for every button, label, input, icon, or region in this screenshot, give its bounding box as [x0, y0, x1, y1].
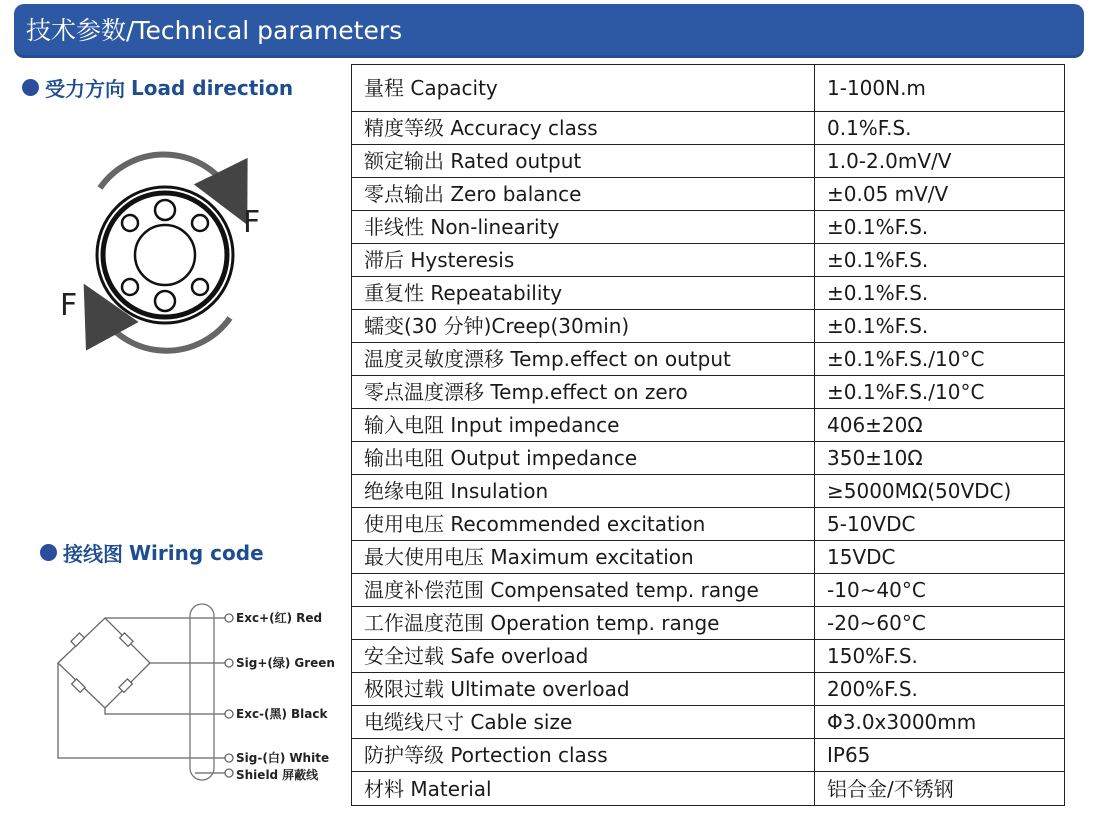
table-row [352, 706, 1065, 739]
param-value: 0.1%F.S. [815, 112, 1065, 145]
param-value: ±0.1%F.S. [815, 244, 1065, 277]
param-value: 1.0-2.0mV/V [815, 145, 1065, 178]
param-label: 额定输出 Rated output [352, 145, 815, 178]
param-value: ±0.1%F.S. [815, 277, 1065, 310]
param-value: ±0.1%F.S./10°C [815, 376, 1065, 409]
param-value: Φ3.0x3000mm [815, 706, 1065, 739]
param-value: ±0.1%F.S. [815, 310, 1065, 343]
table-row [352, 574, 1065, 607]
wire-sig-minus: Sig-(白) White [236, 751, 330, 765]
param-value: -20~60°C [815, 607, 1065, 640]
param-value: ±0.1%F.S. [815, 211, 1065, 244]
bolt-hole [192, 215, 208, 231]
param-label: 输入电阻 Input impedance [352, 409, 815, 442]
param-value: ≥5000MΩ(50VDC) [815, 475, 1065, 508]
header-bar [14, 4, 1084, 58]
bolt-hole [122, 279, 138, 295]
table-row [352, 244, 1065, 277]
table-row [352, 475, 1065, 508]
table-row [352, 442, 1065, 475]
table-row [352, 65, 1065, 112]
param-label: 温度灵敏度漂移 Temp.effect on output [352, 343, 815, 376]
param-value: IP65 [815, 739, 1065, 772]
param-label: 防护等级 Portection class [352, 739, 815, 772]
param-label: 温度补偿范围 Compensated temp. range [352, 574, 815, 607]
param-label: 绝缘电阻 Insulation [352, 475, 815, 508]
table-row [352, 772, 1065, 806]
wiring-code-title-en: Wiring code [129, 540, 264, 565]
load-direction-diagram [40, 140, 280, 360]
force-label-left: F [60, 288, 78, 323]
param-value: 铝合金/不锈钢 [815, 772, 1065, 806]
param-label: 精度等级 Accuracy class [352, 112, 815, 145]
load-direction-title-en: Load direction [131, 75, 294, 100]
load-direction-title-cn: 受力方向 [45, 77, 125, 101]
table-row [352, 310, 1065, 343]
bolt-hole [122, 215, 138, 231]
param-label: 重复性 Repeatability [352, 277, 815, 310]
param-value: 15VDC [815, 541, 1065, 574]
wire-sig-plus: Sig+(绿) Green [236, 656, 335, 670]
table-row [352, 541, 1065, 574]
center-hole [135, 225, 195, 285]
table-row [352, 673, 1065, 706]
bullet-icon [22, 79, 39, 96]
wiring-code-title-cn: 接线图 [63, 542, 123, 566]
force-label-right: F [243, 205, 261, 240]
param-label: 安全过载 Safe overload [352, 640, 815, 673]
param-value: 5-10VDC [815, 508, 1065, 541]
param-label: 非线性 Non-linearity [352, 211, 815, 244]
table-row [352, 277, 1065, 310]
param-value: 200%F.S. [815, 673, 1065, 706]
param-label: 零点输出 Zero balance [352, 178, 815, 211]
param-label: 极限过载 Ultimate overload [352, 673, 815, 706]
table-row [352, 409, 1065, 442]
param-label: 量程 Capacity [352, 65, 815, 112]
bolt-hole [155, 200, 175, 220]
param-value: -10~40°C [815, 574, 1065, 607]
param-value: 350±10Ω [815, 442, 1065, 475]
param-label: 工作温度范围 Operation temp. range [352, 607, 815, 640]
table-row [352, 211, 1065, 244]
table-row [352, 607, 1065, 640]
param-label: 蠕变(30 分钟)Creep(30min) [352, 310, 815, 343]
load-direction-heading [22, 73, 293, 102]
wiring-code-heading [40, 538, 264, 567]
param-label: 电缆线尺寸 Cable size [352, 706, 815, 739]
bolt-hole [155, 291, 175, 311]
param-label: 材料 Material [352, 772, 815, 806]
wiring-diagram [40, 590, 340, 790]
table-row [352, 640, 1065, 673]
table-row [352, 508, 1065, 541]
table-row [352, 112, 1065, 145]
param-value: 1-100N.m [815, 65, 1065, 112]
param-value: 150%F.S. [815, 640, 1065, 673]
param-value: 406±20Ω [815, 409, 1065, 442]
table-row [352, 376, 1065, 409]
params-table-body [352, 65, 1065, 806]
wire-exc-minus: Exc-(黑) Black [236, 707, 328, 721]
technical-parameters-table [351, 64, 1065, 806]
param-value: ±0.05 mV/V [815, 178, 1065, 211]
wire-exc-plus: Exc+(红) Red [236, 611, 323, 625]
bridge-circuit [58, 618, 150, 708]
table-row [352, 145, 1065, 178]
table-row [352, 739, 1065, 772]
param-label: 输出电阻 Output impedance [352, 442, 815, 475]
bullet-icon [40, 544, 57, 561]
param-label: 最大使用电压 Maximum excitation [352, 541, 815, 574]
param-label: 零点温度漂移 Temp.effect on zero [352, 376, 815, 409]
param-label: 使用电压 Recommended excitation [352, 508, 815, 541]
page-title: 技术参数/Technical parameters [26, 16, 403, 45]
param-label: 滞后 Hysteresis [352, 244, 815, 277]
table-row [352, 343, 1065, 376]
bolt-hole [192, 279, 208, 295]
table-row [352, 178, 1065, 211]
wire-shield: Shield 屏蔽线 [236, 768, 319, 782]
param-value: ±0.1%F.S./10°C [815, 343, 1065, 376]
